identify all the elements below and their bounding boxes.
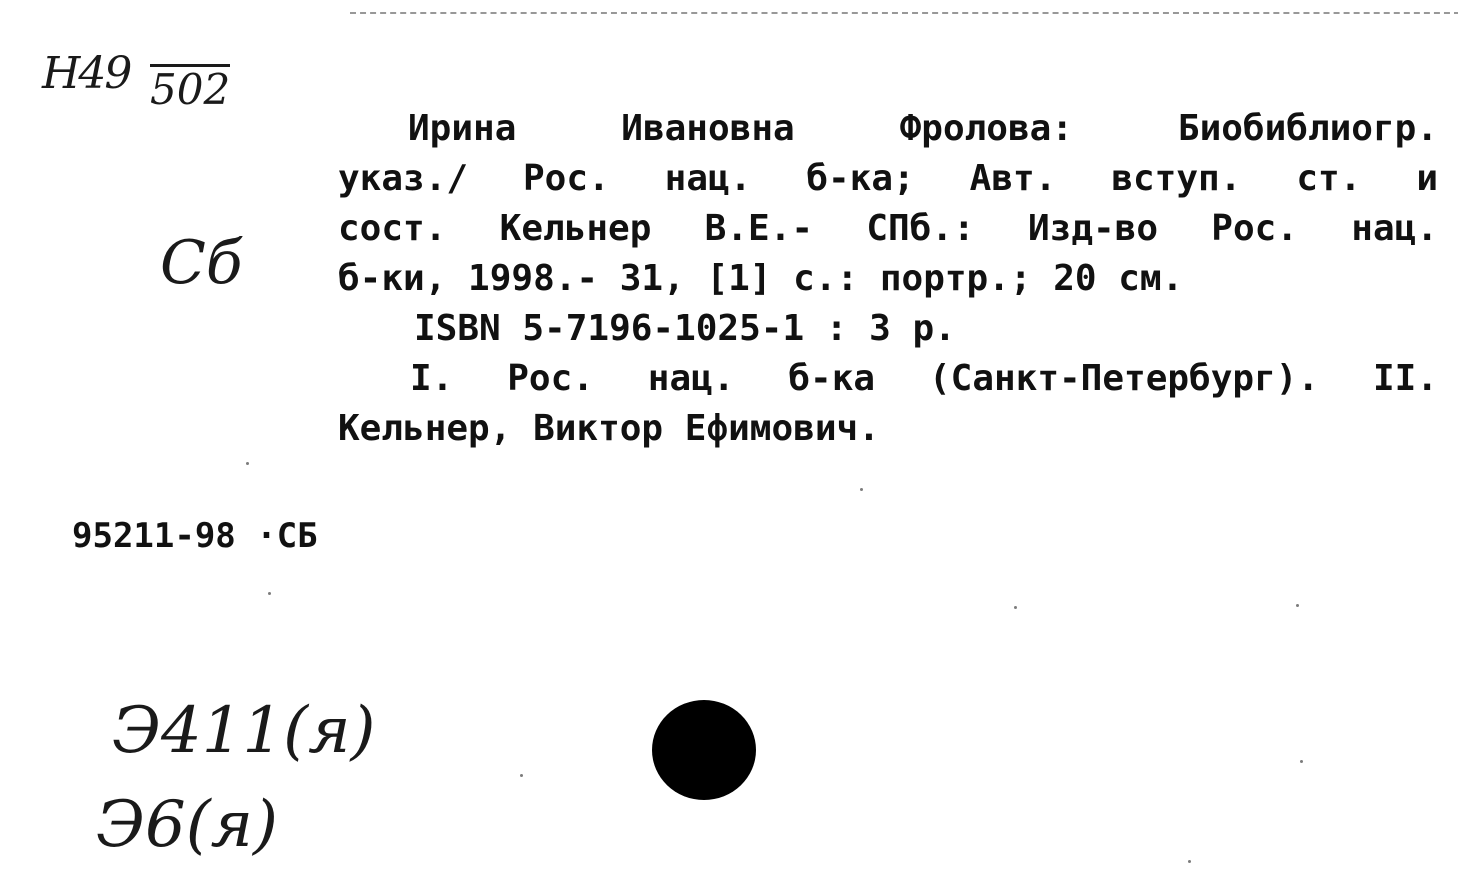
entry-line-1: Ирина Ивановна Фролова: Биобиблиогр.: [408, 108, 1438, 149]
entry-line-2: указ./ Рос. нац. б-ка; Авт. вступ. ст. и: [338, 158, 1438, 199]
speck: [1188, 860, 1191, 863]
entry-line-4: б-ки, 1998.- 31, [1] с.: портр.; 20 см.: [338, 258, 1184, 299]
isbn-line: ISBN 5-7196-1025-1 : 3 р.: [414, 308, 956, 349]
speck: [860, 488, 863, 491]
punch-hole: [652, 700, 756, 800]
index-line: I. Рос. нац. б-ка (Санкт-Петербург). II.: [410, 358, 1438, 399]
shelf-code-top: Н49: [42, 48, 131, 99]
top-dashed-rule: [350, 12, 1458, 14]
location-mark: Сб: [160, 228, 243, 298]
speck: [1014, 606, 1017, 609]
bibliographic-entry: [338, 104, 1438, 454]
speck: [1300, 760, 1303, 763]
classification-mark-1: Э411(я): [112, 694, 376, 768]
speck: [1296, 604, 1299, 607]
speck: [268, 592, 271, 595]
speck: [246, 462, 249, 465]
shelf-code-bottom: 502: [150, 65, 231, 114]
speck: [520, 774, 523, 777]
index-line-cont: Кельнер, Виктор Ефимович.: [338, 408, 880, 449]
classification-mark-2: Э6(я): [96, 788, 278, 862]
catalog-number: 95211-98 ·СБ: [72, 516, 318, 556]
entry-line-3: сост. Кельнер В.Е.- СПб.: Изд-во Рос. нац.: [338, 208, 1438, 249]
